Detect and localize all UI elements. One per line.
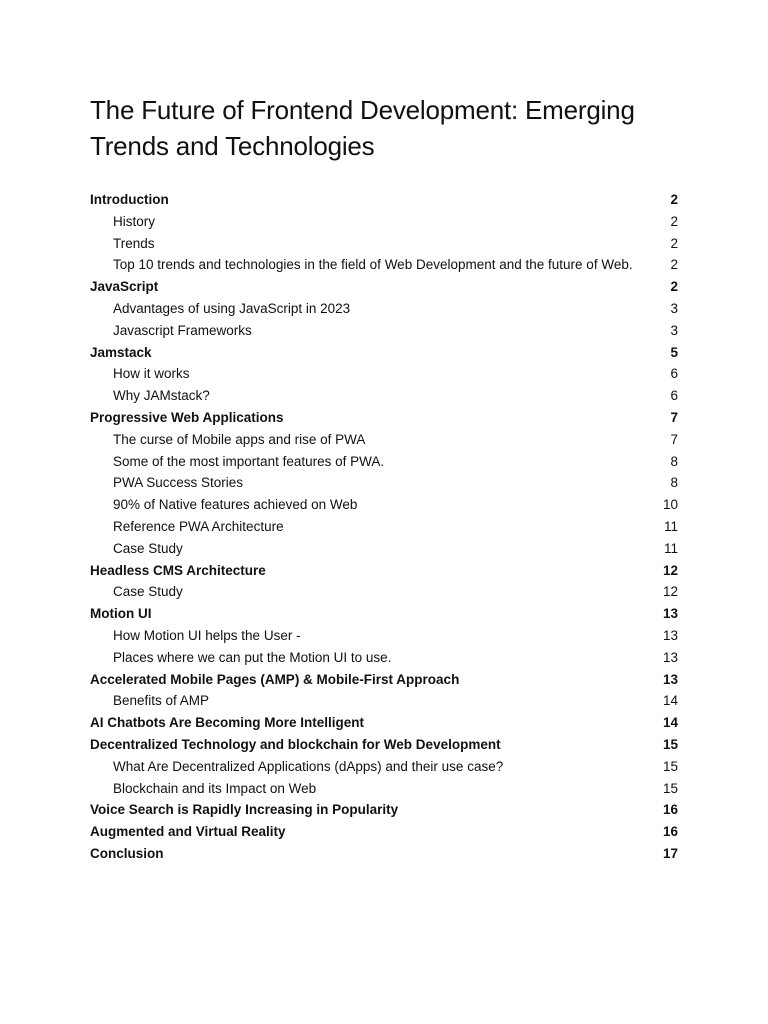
toc-subsection-row[interactable] <box>90 429 678 451</box>
toc-entry-label: Advantages of using JavaScript in 2023 <box>113 300 351 316</box>
toc-subsection-row[interactable] <box>90 451 678 473</box>
toc-subsection-row[interactable] <box>90 233 678 255</box>
toc-entry-label: Case Study <box>113 540 183 556</box>
toc-entry-label: Places where we can put the Motion UI to use. <box>113 649 392 665</box>
table-of-contents <box>90 189 678 865</box>
toc-subsection-row[interactable] <box>90 647 678 669</box>
toc-page-number: 13 <box>662 606 678 622</box>
toc-section-row[interactable] <box>90 560 678 582</box>
toc-subsection-row[interactable] <box>90 254 678 276</box>
toc-section-row[interactable] <box>90 276 678 298</box>
document-title: The Future of Frontend Development: Emerging Trends and Technologies <box>90 95 635 161</box>
toc-entry-label: Decentralized Technology and blockchain for Web Development <box>90 736 501 752</box>
toc-subsection-row[interactable] <box>90 211 678 233</box>
toc-subsection-row[interactable] <box>90 625 678 647</box>
toc-subsection-row[interactable] <box>90 538 678 560</box>
toc-page-number: 14 <box>662 715 678 731</box>
toc-subsection-row[interactable] <box>90 581 678 603</box>
toc-subsection-row[interactable] <box>90 298 678 320</box>
toc-subsection-row[interactable] <box>90 385 678 407</box>
toc-entry-label: Case Study <box>113 584 183 600</box>
toc-page-number: 2 <box>670 235 678 251</box>
toc-page-number: 3 <box>670 322 678 338</box>
toc-section-row[interactable] <box>90 342 678 364</box>
toc-entry-label: Javascript Frameworks <box>113 322 252 338</box>
toc-entry-label: AI Chatbots Are Becoming More Intelligent <box>90 715 365 731</box>
toc-subsection-row[interactable] <box>90 320 678 342</box>
toc-page-number: 10 <box>662 497 678 513</box>
toc-page-number: 13 <box>662 627 678 643</box>
toc-entry-label: Headless CMS Architecture <box>90 562 266 578</box>
toc-section-row[interactable] <box>90 843 678 865</box>
toc-section-row[interactable] <box>90 603 678 625</box>
toc-section-row[interactable] <box>90 189 678 211</box>
toc-page-number: 2 <box>670 192 678 207</box>
toc-page-number: 6 <box>670 366 678 382</box>
toc-page-number: 6 <box>670 388 678 404</box>
toc-page-number: 15 <box>662 780 678 796</box>
toc-page-number: 12 <box>662 584 678 600</box>
toc-subsection-row[interactable] <box>90 363 678 385</box>
toc-page-number: 5 <box>670 344 678 360</box>
toc-entry-label: Benefits of AMP <box>113 693 210 709</box>
toc-subsection-row[interactable] <box>90 778 678 800</box>
toc-entry-label: Conclusion <box>90 845 164 861</box>
toc-subsection-row[interactable] <box>90 690 678 712</box>
toc-page-number: 11 <box>663 540 678 556</box>
toc-section-row[interactable] <box>90 821 678 843</box>
toc-entry-label: Progressive Web Applications <box>90 409 284 425</box>
toc-entry-label: PWA Success Stories <box>113 475 244 491</box>
toc-page-number: 13 <box>662 671 678 687</box>
toc-subsection-row[interactable] <box>90 516 678 538</box>
toc-section-row[interactable] <box>90 669 678 691</box>
toc-entry-label: Trends <box>113 235 155 251</box>
toc-page-number: 15 <box>662 758 678 774</box>
toc-page-number: 11 <box>663 518 678 534</box>
toc-entry-label: Motion UI <box>90 606 152 622</box>
toc-entry-label: How it works <box>113 366 190 382</box>
toc-entry-label: Augmented and Virtual Reality <box>90 824 286 840</box>
toc-entry-label: Top 10 trends and technologies in the field of Web Development and the future of Web. <box>113 257 633 273</box>
toc-section-row[interactable] <box>90 734 678 756</box>
toc-entry-label: Blockchain and its Impact on Web <box>113 780 317 796</box>
toc-entry-label: What Are Decentralized Applications (dApps) and their use case? <box>113 758 504 774</box>
toc-page-number: 7 <box>670 431 678 447</box>
toc-page-number: 7 <box>670 409 678 425</box>
toc-section-row[interactable] <box>90 799 678 821</box>
toc-entry-label: Jamstack <box>90 344 152 360</box>
toc-entry-label: Introduction <box>90 192 169 207</box>
toc-page-number: 14 <box>662 693 678 709</box>
toc-page-number: 15 <box>662 736 678 752</box>
toc-entry-label: The curse of Mobile apps and rise of PWA <box>113 431 366 447</box>
toc-subsection-row[interactable] <box>90 756 678 778</box>
toc-page-number: 17 <box>662 845 678 861</box>
toc-subsection-row[interactable] <box>90 472 678 494</box>
toc-entry-label: How Motion UI helps the User - <box>113 627 301 643</box>
toc-page-number: 2 <box>670 257 678 273</box>
toc-subsection-row[interactable] <box>90 494 678 516</box>
toc-entry-label: 90% of Native features achieved on Web <box>113 497 358 513</box>
toc-page-number: 16 <box>662 802 678 818</box>
toc-page-number: 8 <box>670 453 678 469</box>
toc-section-row[interactable] <box>90 407 678 429</box>
toc-page-number: 2 <box>670 279 678 295</box>
toc-page-number: 12 <box>662 562 678 578</box>
toc-entry-label: Reference PWA Architecture <box>113 518 284 534</box>
toc-section-row[interactable] <box>90 712 678 734</box>
toc-entry-label: Voice Search is Rapidly Increasing in Popularity <box>90 802 399 818</box>
toc-entry-label: Some of the most important features of PWA. <box>113 453 385 469</box>
toc-page-number: 13 <box>662 649 678 665</box>
toc-entry-label: History <box>113 213 156 229</box>
toc-entry-label: Why JAMstack? <box>113 388 210 404</box>
toc-page-number: 8 <box>670 475 678 491</box>
toc-page-number: 3 <box>670 300 678 316</box>
toc-entry-label: JavaScript <box>90 279 159 295</box>
toc-page-number: 16 <box>662 824 678 840</box>
toc-entry-label: Accelerated Mobile Pages (AMP) & Mobile-First Approach <box>90 671 460 687</box>
toc-page-number: 2 <box>670 213 678 229</box>
